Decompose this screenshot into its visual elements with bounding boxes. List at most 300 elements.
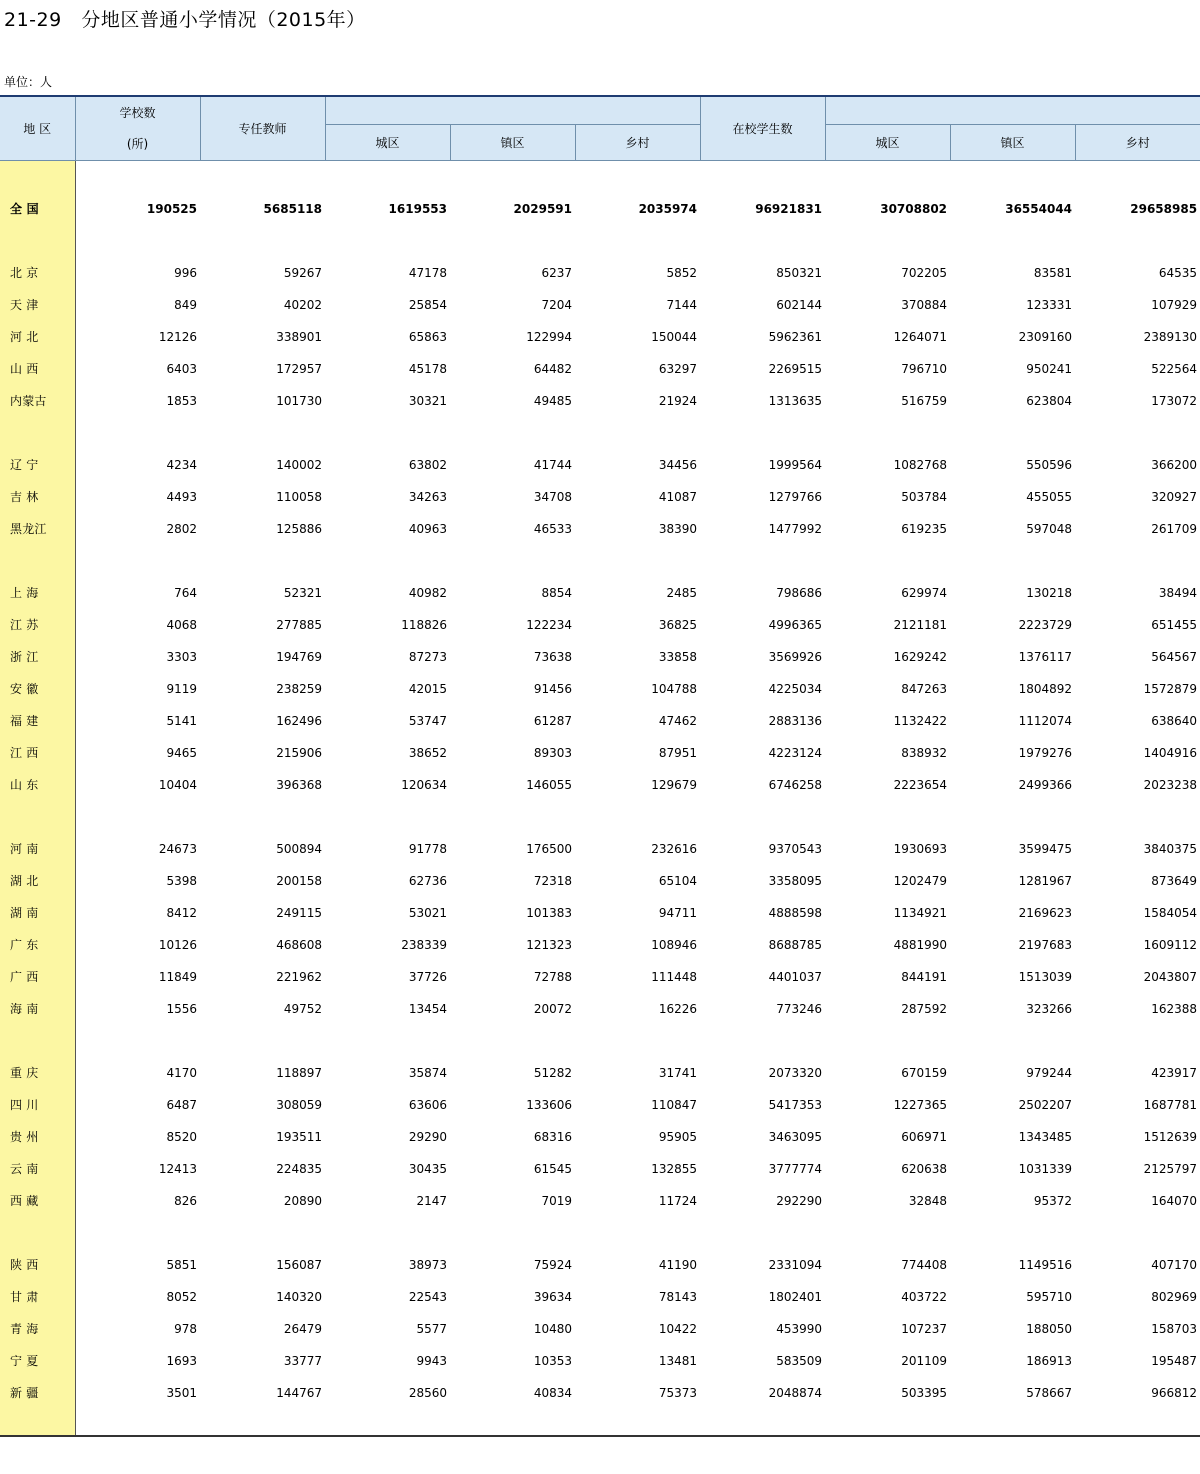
value-cell: 201109 [901,1353,948,1368]
region-cell-blank [0,160,75,193]
value-cell: 30708802 [880,201,948,216]
value-cell-blank [575,225,700,257]
value-cell-blank [575,417,700,449]
value-cell: 40202 [283,297,322,312]
region-name: 福 建 [0,705,75,737]
value-cell: 6487 [166,1097,197,1112]
value-cell: 176500 [526,841,572,856]
value-cell: 1629242 [893,649,948,664]
value-cell-blank [75,1025,200,1057]
value-cell: 123331 [1026,297,1073,312]
value-cell: 1999564 [768,457,823,472]
value-cell: 21924 [658,393,698,408]
value-cell: 195487 [1151,1353,1198,1368]
value-cell: 40982 [408,585,447,600]
spacer-row [0,160,1200,193]
value-cell: 68316 [533,1129,572,1144]
table-row [0,353,1200,385]
value-cell: 41744 [533,457,572,472]
value-cell-blank [450,225,575,257]
table-row [0,833,1200,865]
value-cell: 78143 [658,1289,698,1304]
value-cell: 323266 [1026,1001,1073,1016]
value-cell-blank [75,545,200,577]
value-cell: 3501 [166,1385,197,1400]
value-cell: 63606 [408,1097,447,1112]
table-row [0,769,1200,801]
value-cell: 578667 [1026,1385,1073,1400]
region-name: 四 川 [0,1089,75,1121]
value-cell: 1264071 [893,329,948,344]
value-cell: 146055 [526,777,572,792]
table-row [0,1185,1200,1217]
value-cell: 1477992 [768,521,823,536]
table-row [0,257,1200,289]
value-cell: 20890 [283,1193,322,1208]
value-cell: 1082768 [893,457,948,472]
value-cell: 6403 [166,361,197,376]
value-cell: 2389130 [1143,329,1198,344]
value-cell: 1279766 [768,489,823,504]
value-cell: 4888598 [768,905,823,920]
value-cell: 39634 [533,1289,572,1304]
value-cell: 847263 [901,681,948,696]
value-cell: 8520 [166,1129,197,1144]
value-cell: 40963 [408,521,447,536]
value-cell: 132855 [651,1161,698,1176]
table-row [0,1057,1200,1089]
header-students-urban: 城区 [825,124,950,160]
data-table [0,95,1200,1437]
value-cell: 764 [174,585,197,600]
spacer-row [0,225,1200,257]
header-students-rural: 乡村 [1075,124,1200,160]
value-cell: 87951 [658,745,698,760]
region-name: 海 南 [0,993,75,1025]
value-cell: 22543 [408,1289,447,1304]
value-cell: 407170 [1151,1257,1198,1272]
value-cell-blank [1075,160,1200,193]
value-cell: 2802 [166,521,197,536]
value-cell: 5962361 [768,329,823,344]
value-cell: 3777774 [768,1161,823,1176]
table-row [0,1153,1200,1185]
region-name: 浙 江 [0,641,75,673]
value-cell: 162388 [1151,1001,1198,1016]
region-name: 广 西 [0,961,75,993]
value-cell: 2197683 [1018,937,1073,952]
value-cell: 186913 [1026,1353,1073,1368]
value-cell: 453990 [776,1321,823,1336]
region-name: 天 津 [0,289,75,321]
value-cell: 53747 [408,713,447,728]
value-cell: 107237 [901,1321,948,1336]
table-row [0,1121,1200,1153]
value-cell-blank [325,1025,450,1057]
value-cell: 16226 [658,1001,698,1016]
value-cell: 38973 [408,1257,447,1272]
table-row [0,897,1200,929]
value-cell: 2073320 [768,1065,823,1080]
table-row [0,609,1200,641]
region-name: 新 疆 [0,1377,75,1409]
value-cell: 24673 [158,841,197,856]
value-cell: 2121181 [893,617,948,632]
value-cell: 13481 [658,1353,698,1368]
value-cell: 91778 [408,841,447,856]
value-cell: 2331094 [768,1257,823,1272]
value-cell: 978 [174,1321,197,1336]
region-name: 重 庆 [0,1057,75,1089]
region-name: 江 苏 [0,609,75,641]
value-cell: 1572879 [1143,681,1198,696]
header-schools-line1: 学校数 [119,106,156,121]
value-cell: 107929 [1151,297,1198,312]
value-cell-blank [75,1409,200,1436]
value-cell: 5577 [416,1321,447,1336]
value-cell: 651455 [1151,617,1198,632]
value-cell-blank [825,1409,950,1436]
value-cell: 12413 [158,1161,197,1176]
header-students-blank [825,96,1200,124]
header-students: 在校学生数 [700,96,825,160]
region-name: 上 海 [0,577,75,609]
value-cell: 104788 [651,681,698,696]
value-cell: 188050 [1026,1321,1073,1336]
region-name: 青 海 [0,1313,75,1345]
value-cell-blank [450,801,575,833]
value-cell-blank [575,1217,700,1249]
table-row [0,1249,1200,1281]
table-row [0,385,1200,417]
value-cell: 4170 [166,1065,197,1080]
value-cell: 2023238 [1143,777,1198,792]
value-cell: 4068 [166,617,197,632]
value-cell: 1584054 [1143,905,1198,920]
value-cell: 979244 [1026,1065,1073,1080]
value-cell: 29658985 [1130,201,1198,216]
value-cell: 101383 [526,905,572,920]
value-cell-blank [200,801,325,833]
spacer-row [0,1217,1200,1249]
spacer-row [0,1025,1200,1057]
value-cell: 308059 [276,1097,322,1112]
page-title: 21-29 分地区普通小学情况（2015年） [4,9,366,31]
table-row [0,321,1200,353]
value-cell: 215906 [276,745,322,760]
value-cell: 62736 [408,873,447,888]
value-cell: 35874 [408,1065,447,1080]
value-cell: 10480 [533,1321,572,1336]
value-cell: 33777 [283,1353,322,1368]
value-cell: 9370543 [768,841,823,856]
value-cell: 1112074 [1018,713,1073,728]
value-cell: 2309160 [1018,329,1073,344]
value-cell-blank [700,160,825,193]
value-cell-blank [825,225,950,257]
value-cell: 172957 [276,361,322,376]
value-cell: 38494 [1158,585,1198,600]
value-cell-blank [950,160,1075,193]
value-cell-blank [325,225,450,257]
region-name: 甘 肃 [0,1281,75,1313]
table-row [0,289,1200,321]
table-row [0,1345,1200,1377]
value-cell: 396368 [276,777,322,792]
spacer-row [0,545,1200,577]
value-cell: 1149516 [1018,1257,1073,1272]
header-teachers-blank [325,96,700,124]
table-row [0,993,1200,1025]
value-cell-blank [1075,545,1200,577]
value-cell: 232616 [651,841,698,856]
value-cell-blank [575,801,700,833]
value-cell: 37726 [408,969,447,984]
table-row [0,1313,1200,1345]
value-cell: 94711 [658,905,698,920]
value-cell: 11724 [658,1193,698,1208]
value-cell: 3463095 [768,1129,823,1144]
value-cell: 516759 [901,393,948,408]
value-cell: 5851 [166,1257,197,1272]
value-cell: 4493 [166,489,197,504]
region-cell-blank [0,801,75,833]
value-cell: 1853 [166,393,197,408]
value-cell: 595710 [1026,1289,1073,1304]
value-cell: 1512639 [1143,1129,1198,1144]
value-cell: 3358095 [768,873,823,888]
value-cell: 838932 [901,745,948,760]
value-cell: 320927 [1151,489,1198,504]
value-cell: 83581 [1033,265,1073,280]
data-table-container [0,95,1200,1441]
table-row [0,929,1200,961]
value-cell: 41087 [658,489,698,504]
value-cell-blank [450,1409,575,1436]
region-cell-blank [0,545,75,577]
value-cell: 455055 [1026,489,1073,504]
value-cell: 96921831 [755,201,823,216]
value-cell-blank [575,160,700,193]
value-cell: 500894 [276,841,322,856]
value-cell: 49485 [533,393,572,408]
value-cell: 774408 [901,1257,948,1272]
value-cell-blank [200,417,325,449]
table-row [0,673,1200,705]
value-cell: 796710 [901,361,948,376]
table-header [0,96,1200,160]
value-cell: 133606 [526,1097,572,1112]
value-cell: 9943 [416,1353,447,1368]
value-cell: 1313635 [768,393,823,408]
value-cell: 826 [174,1193,197,1208]
value-cell: 1404916 [1143,745,1198,760]
value-cell: 75924 [533,1257,572,1272]
table-row [0,1377,1200,1409]
value-cell: 849 [174,297,197,312]
value-cell: 3599475 [1018,841,1073,856]
value-cell-blank [200,1409,325,1436]
value-cell: 7204 [541,297,572,312]
value-cell: 702205 [901,265,948,280]
table-row [0,705,1200,737]
value-cell: 26479 [283,1321,322,1336]
value-cell: 108946 [651,937,698,952]
value-cell: 122234 [526,617,572,632]
value-cell: 1693 [166,1353,197,1368]
value-cell: 5852 [666,265,698,280]
value-cell-blank [1075,1409,1200,1436]
value-cell: 59267 [283,265,322,280]
value-cell: 9465 [166,745,197,760]
value-cell: 4401037 [768,969,823,984]
value-cell: 34263 [408,489,447,504]
value-cell: 8854 [541,585,572,600]
value-cell: 65863 [408,329,447,344]
value-cell: 10126 [158,937,197,952]
value-cell-blank [200,1025,325,1057]
value-cell: 950241 [1026,361,1073,376]
value-cell: 370884 [901,297,948,312]
value-cell-blank [450,1025,575,1057]
value-cell: 89303 [533,745,572,760]
value-cell: 101730 [276,393,322,408]
value-cell: 850321 [776,265,823,280]
region-name: 全 国 [0,193,75,225]
region-name: 广 东 [0,929,75,961]
value-cell: 1031339 [1018,1161,1073,1176]
value-cell: 3303 [166,649,197,664]
value-cell: 1619553 [388,201,447,216]
value-cell: 144767 [276,1385,322,1400]
value-cell: 30435 [408,1161,447,1176]
value-cell-blank [450,160,575,193]
table-row [0,481,1200,513]
value-cell: 47178 [408,265,447,280]
value-cell: 503784 [901,489,948,504]
value-cell: 277885 [276,617,322,632]
value-cell: 4223124 [768,745,823,760]
value-cell: 583509 [776,1353,823,1368]
value-cell: 110058 [276,489,322,504]
value-cell: 623804 [1026,393,1073,408]
value-cell: 4234 [166,457,197,472]
value-cell-blank [75,417,200,449]
region-name: 宁 夏 [0,1345,75,1377]
value-cell: 111448 [651,969,698,984]
value-cell: 619235 [901,521,948,536]
value-cell: 64535 [1158,265,1198,280]
value-cell: 40834 [533,1385,572,1400]
value-cell: 130218 [1026,585,1073,600]
value-cell: 122994 [526,329,572,344]
value-cell: 221962 [276,969,322,984]
value-cell-blank [200,545,325,577]
value-cell: 522564 [1151,361,1198,376]
value-cell: 8688785 [768,937,823,952]
region-name: 山 东 [0,769,75,801]
value-cell-blank [700,1409,825,1436]
value-cell-blank [325,801,450,833]
value-cell-blank [950,801,1075,833]
value-cell: 966812 [1151,1385,1198,1400]
value-cell: 156087 [276,1257,322,1272]
value-cell: 63802 [408,457,447,472]
region-name: 湖 南 [0,897,75,929]
table-row [0,577,1200,609]
value-cell: 8052 [166,1289,197,1304]
unit-label: 单位：人 [4,75,53,89]
value-cell: 4225034 [768,681,823,696]
value-cell: 13454 [408,1001,447,1016]
value-cell-blank [950,225,1075,257]
value-cell-blank [825,801,950,833]
value-cell: 29290 [408,1129,447,1144]
value-cell: 87273 [408,649,447,664]
value-cell-blank [450,545,575,577]
value-cell: 61545 [533,1161,572,1176]
header-teachers-rural: 乡村 [575,124,700,160]
value-cell: 2223729 [1018,617,1073,632]
value-cell-blank [950,1025,1075,1057]
total-row [0,193,1200,225]
value-cell-blank [950,417,1075,449]
value-cell-blank [1075,1025,1200,1057]
region-name: 河 南 [0,833,75,865]
value-cell: 873649 [1151,873,1198,888]
value-cell: 629974 [901,585,948,600]
value-cell-blank [700,1217,825,1249]
value-cell-blank [325,1409,450,1436]
value-cell: 46533 [533,521,572,536]
value-cell: 597048 [1026,521,1073,536]
value-cell-blank [325,1217,450,1249]
region-name: 山 西 [0,353,75,385]
header-teachers: 专任教师 [200,96,325,160]
value-cell: 2125797 [1143,1161,1198,1176]
table-row [0,1281,1200,1313]
table-row [0,641,1200,673]
value-cell: 33858 [658,649,698,664]
value-cell-blank [325,160,450,193]
value-cell: 34708 [533,489,572,504]
value-cell: 798686 [776,585,823,600]
value-cell: 118826 [401,617,447,632]
value-cell: 129679 [651,777,698,792]
value-cell: 72318 [533,873,572,888]
spacer-row [0,1409,1200,1436]
value-cell: 47462 [658,713,698,728]
value-cell: 95372 [1033,1193,1073,1208]
region-name: 陕 西 [0,1249,75,1281]
value-cell-blank [1075,1217,1200,1249]
value-cell-blank [200,225,325,257]
value-cell: 30321 [408,393,447,408]
spacer-row [0,417,1200,449]
value-cell: 1343485 [1018,1129,1073,1144]
value-cell: 2269515 [768,361,823,376]
value-cell: 550596 [1026,457,1073,472]
value-cell: 7144 [666,297,698,312]
value-cell: 12126 [158,329,197,344]
value-cell-blank [950,1409,1075,1436]
table-row [0,449,1200,481]
value-cell: 200158 [276,873,322,888]
value-cell: 72788 [533,969,572,984]
table-row [0,1089,1200,1121]
value-cell: 4881990 [893,937,948,952]
region-name: 云 南 [0,1153,75,1185]
